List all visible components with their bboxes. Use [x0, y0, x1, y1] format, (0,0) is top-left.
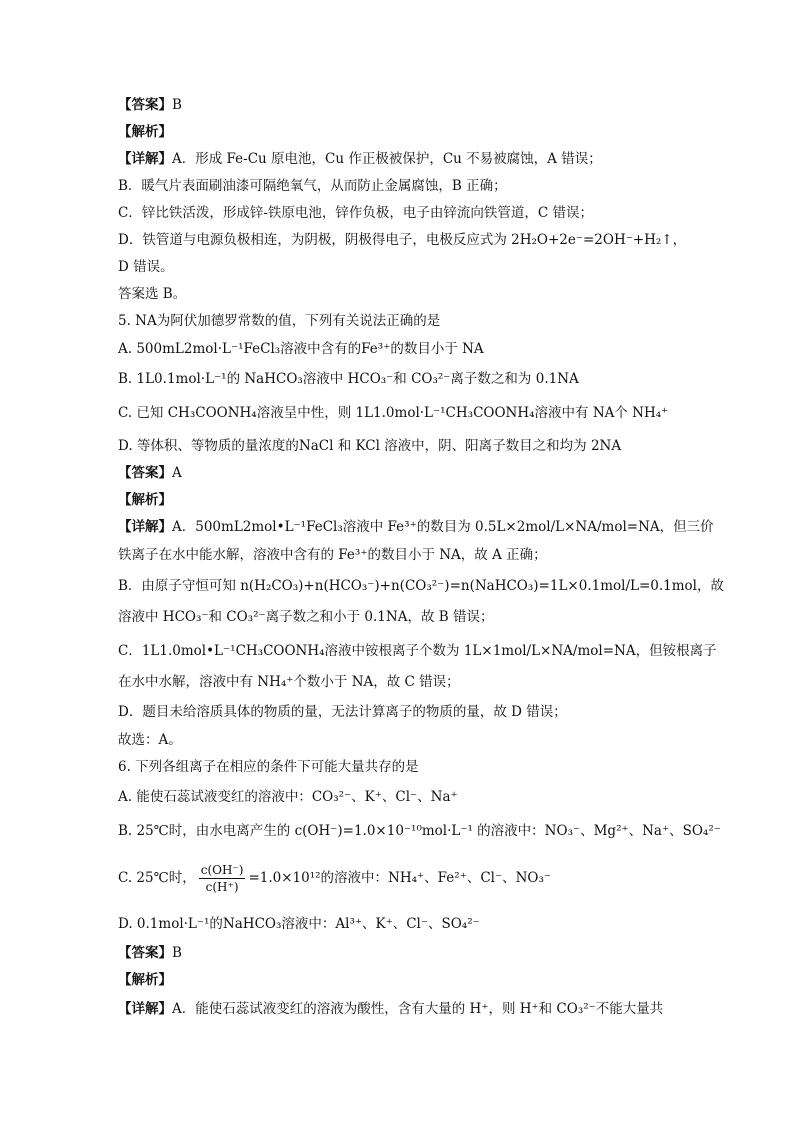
detail-tag: 【详解】 — [118, 519, 172, 535]
option-d: D. 0.1mol·L⁻¹的NaHCO₃溶液中：Al³⁺、K⁺、Cl⁻、SO₄²⁻ — [118, 916, 480, 932]
option-b: B. 1L0.1mol·L⁻¹的 NaHCO₃溶液中 HCO₃⁻和 CO₃²⁻离子数之和为 0.1NA — [118, 371, 579, 387]
answer-value: B — [172, 97, 182, 113]
analysis-label — [118, 122, 172, 142]
option-a: A. 500mL2mol·L⁻¹FeCl₃溶液中含有的Fe³⁺的数目小于 NA — [118, 341, 484, 357]
option-c: C. 已知 CH₃COONH₄溶液呈中性，则 1L1.0mol·L⁻¹CH₃COONH₄溶液中有 NA个 NH₄⁺ — [118, 405, 669, 421]
fraction-numerator: c(OH⁻) — [200, 863, 244, 877]
detail-line — [118, 999, 663, 1019]
text-line: D．题目未给溶质具体的物质的量，无法计算离子的物质的量，故 D 错误； — [118, 704, 567, 720]
answer-value: A — [172, 465, 182, 481]
option-c-suffix: =1.0×10¹²的溶液中：NH₄⁺、Fe²⁺、Cl⁻、NO₃⁻ — [248, 870, 552, 886]
analysis-label — [118, 490, 172, 510]
answer-label — [118, 463, 182, 483]
option-a: A. 能使石蕊试液变红的溶液中：CO₃²⁻、K⁺、Cl⁻、Na⁺ — [118, 789, 458, 805]
answer-tag: 【答案】 — [118, 945, 172, 961]
detail-text: A．形成 Fe-Cu 原电池，Cu 作正极被保护，Cu 不易被腐蚀，A 错误； — [172, 151, 602, 167]
text-line: C．1L1.0mol•L⁻¹CH₃COONH₄溶液中铵根离子个数为 1L×1mol/L×NA/mol=NA，但铵根离子 — [118, 643, 717, 659]
analysis-tag: 【解析】 — [118, 972, 172, 988]
option-b: B. 25℃时，由水电离产生的 c(OH⁻)=1.0×10⁻¹⁰mol·L⁻¹ 的溶液中：NO₃⁻、Mg²⁺、Na⁺、SO₄²⁻ — [118, 823, 721, 839]
text-line: B．暖气片表面刷油漆可隔绝氧气，从而防止金属腐蚀，B 正确； — [118, 178, 507, 194]
text-line: 故选：A。 — [118, 732, 182, 748]
text-line: 答案选 B。 — [118, 286, 187, 302]
option-c — [118, 862, 551, 895]
detail-tag: 【详解】 — [118, 151, 172, 167]
detail-line — [118, 149, 602, 169]
question-stem: 6. 下列各组离子在相应的条件下可能大量共存的是 — [118, 759, 419, 775]
detail-text: A．500mL2mol•L⁻¹FeCl₃溶液中 Fe³⁺的数目为 0.5L×2mol/L×NA/mol=NA，但三价 — [172, 519, 714, 535]
detail-tag: 【详解】 — [118, 1001, 172, 1017]
text-line: D．铁管道与电源负极相连，为阴极，阴极得电子，电极反应式为 2H₂O+2e⁻=2OH⁻+H₂↑， — [118, 232, 687, 248]
detail-text: A．能使石蕊试液变红的溶液为酸性，含有大量的 H⁺，则 H⁺和 CO₃²⁻不能大量共 — [172, 1001, 664, 1017]
question-stem: 5. NA为阿伏加德罗常数的值，下列有关说法正确的是 — [118, 313, 441, 329]
text-line: 在水中水解，溶液中有 NH₄⁺个数小于 NA，故 C 错误； — [118, 674, 460, 690]
analysis-tag: 【解析】 — [118, 124, 172, 140]
option-c-prefix: C. 25℃时， — [118, 870, 196, 886]
answer-value: B — [172, 945, 182, 961]
text-line: 溶液中 HCO₃⁻和 CO₃²⁻离子数之和小于 0.1NA，故 B 错误； — [118, 609, 494, 625]
option-d: D. 等体积、等物质的量浓度的NaCl 和 KCl 溶液中，阴、阳离子数目之和均为 2NA — [118, 438, 622, 454]
text-line: C．锌比铁活泼，形成锌-铁原电池，锌作负极，电子由锌流向铁管道，C 错误； — [118, 205, 594, 221]
text-line: 铁离子在水中能水解，溶液中含有的 Fe³⁺的数目小于 NA，故 A 正确； — [118, 547, 547, 563]
text-line: B．由原子守恒可知 n(H₂CO₃)+n(HCO₃⁻)+n(CO₃²⁻)=n(NaHCO₃)=1L×0.1mol/L=0.1mol，故 — [118, 578, 724, 594]
fraction-denominator: c(H⁺) — [205, 880, 239, 894]
answer-label — [118, 95, 182, 115]
analysis-tag: 【解析】 — [118, 492, 172, 508]
fraction — [199, 862, 246, 895]
text-line: D 错误。 — [118, 259, 174, 275]
answer-tag: 【答案】 — [118, 465, 172, 481]
answer-label — [118, 943, 182, 963]
detail-line — [118, 517, 714, 537]
answer-tag: 【答案】 — [118, 97, 172, 113]
analysis-label — [118, 970, 172, 990]
